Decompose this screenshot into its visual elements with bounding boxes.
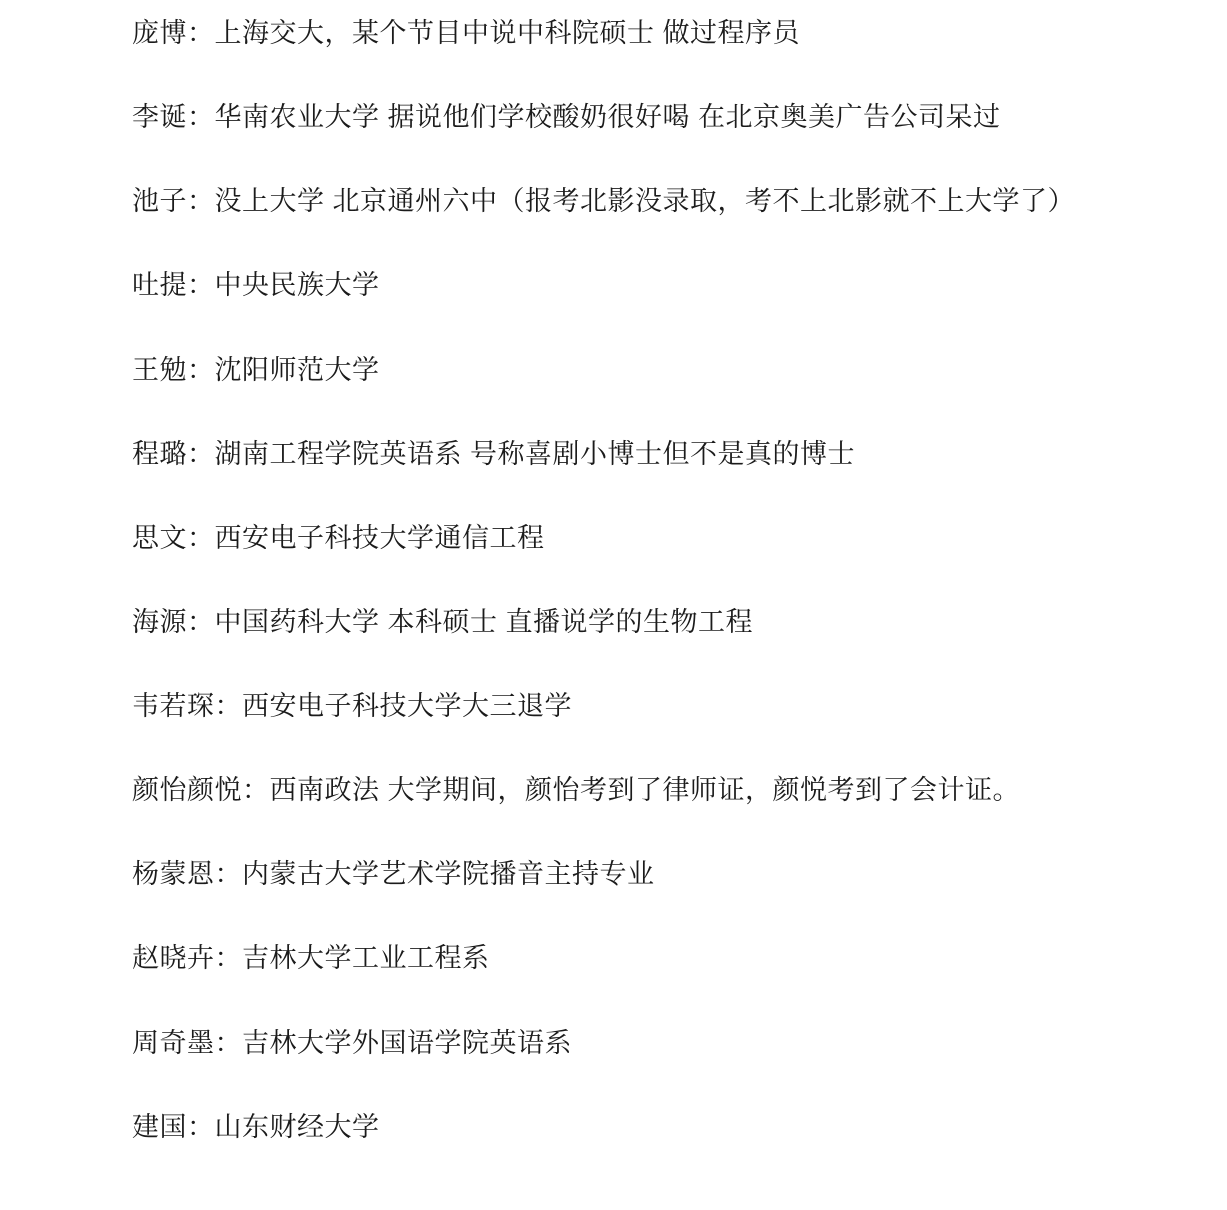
entry-separator: ： [214, 943, 242, 974]
entry-name: 颜怡颜悦 [132, 775, 242, 806]
entry-detail: 没上大学 北京通州六中（报考北影没录取，考不上北影就不上大学了） [214, 186, 1076, 217]
entry-detail: 上海交大，某个节目中说中科院硕士 做过程序员 [214, 18, 801, 48]
entry-name: 程璐 [132, 438, 187, 469]
entry-separator: ： [187, 270, 215, 301]
entry-name: 池子 [132, 186, 187, 217]
entry-detail: 华南农业大学 据说他们学校酸奶很好喝 在北京奥美广告公司呆过 [214, 102, 1001, 133]
entry-separator: ： [187, 354, 215, 385]
list-item [132, 689, 1167, 725]
entry-detail: 中国药科大学 本科硕士 直播说学的生物工程 [214, 606, 754, 637]
entry-detail: 西安电子科技大学大三退学 [242, 691, 572, 721]
entry-name: 周奇墨 [132, 1027, 215, 1058]
entry-name: 王勉 [132, 354, 187, 385]
entry-name: 庞博 [132, 18, 187, 48]
entry-name: 海源 [132, 606, 187, 637]
entry-separator: ： [214, 859, 242, 890]
entry-detail: 吉林大学外国语学院英语系 [242, 1027, 572, 1058]
list-item [132, 773, 1167, 809]
list-item [132, 100, 1167, 136]
list-item [132, 268, 1167, 304]
list-item [132, 857, 1167, 893]
entry-name: 杨蒙恩 [132, 859, 215, 890]
entry-detail: 湖南工程学院英语系 号称喜剧小博士但不是真的博士 [214, 438, 856, 469]
entry-detail: 西南政法 大学期间，颜怡考到了律师证，颜悦考到了会计证。 [269, 775, 1021, 806]
entry-separator: ： [187, 102, 215, 133]
list-item [132, 521, 1167, 557]
entry-separator: ： [214, 691, 242, 721]
list-item [132, 1026, 1167, 1062]
list-item [132, 437, 1167, 473]
entry-separator: ： [187, 186, 215, 217]
entry-separator: ： [187, 606, 215, 637]
entry-separator: ： [187, 18, 215, 48]
entry-name: 李诞 [132, 102, 187, 133]
list-item [132, 353, 1167, 389]
list-item [132, 1110, 1167, 1146]
entry-separator: ： [242, 775, 270, 806]
list-item [132, 16, 1167, 52]
entry-separator: ： [214, 1027, 242, 1058]
entry-name: 吐提 [132, 270, 187, 301]
entry-separator: ： [187, 438, 215, 469]
list-item [132, 184, 1167, 220]
list-item [132, 941, 1167, 977]
entry-name: 建国 [132, 1111, 187, 1142]
entry-name: 赵晓卉 [132, 943, 215, 974]
entry-detail: 内蒙古大学艺术学院播音主持专业 [242, 859, 655, 890]
entry-separator: ： [187, 1111, 215, 1142]
entry-name: 思文 [132, 522, 187, 553]
entry-detail: 中央民族大学 [214, 270, 380, 301]
entry-detail: 西安电子科技大学通信工程 [214, 522, 545, 553]
list-item [132, 605, 1167, 641]
entry-separator: ： [187, 522, 215, 553]
entry-detail: 沈阳师范大学 [214, 354, 380, 385]
entry-detail: 山东财经大学 [214, 1111, 380, 1142]
entry-detail: 吉林大学工业工程系 [242, 943, 490, 974]
entry-name: 韦若琛 [132, 691, 215, 721]
